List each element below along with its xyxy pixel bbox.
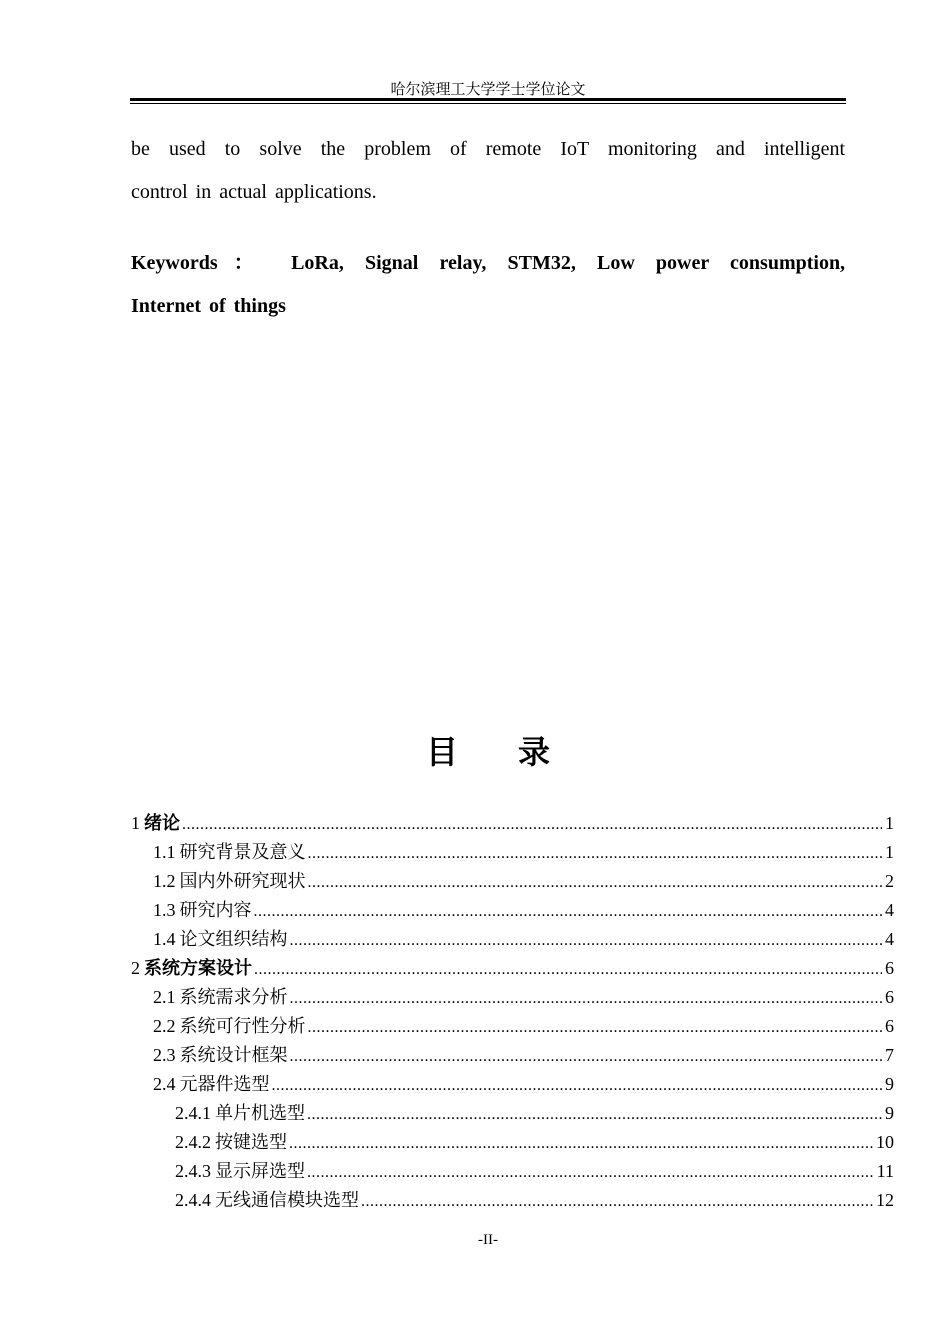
toc-leader-dots — [307, 1100, 882, 1129]
toc-entry[interactable] — [131, 925, 894, 954]
page-number: -II- — [478, 1232, 498, 1248]
word: problem — [364, 138, 431, 160]
toc-leader-dots — [254, 897, 883, 926]
toc-leader-dots — [254, 955, 882, 984]
toc-leader-dots — [307, 1158, 875, 1187]
toc-entry[interactable] — [131, 1186, 894, 1215]
toc-entry[interactable] — [131, 867, 894, 896]
toc-entry[interactable] — [131, 838, 894, 867]
toc-entry-number: 2.4 — [153, 1074, 176, 1094]
table-of-contents — [131, 809, 894, 1215]
toc-entry[interactable] — [131, 1070, 894, 1099]
toc-entry-title: 绪论 — [144, 813, 180, 834]
toc-leader-dots — [361, 1187, 874, 1216]
toc-leader-dots — [308, 868, 883, 897]
toc-entry-number: 2.4.2 — [175, 1132, 211, 1152]
toc-entry-page: 2 — [885, 871, 894, 891]
toc-leader-dots — [308, 1013, 883, 1042]
toc-entry-number: 1.1 — [153, 842, 176, 862]
toc-entry-page: 9 — [885, 1074, 894, 1094]
toc-entry-title: 国内外研究现状 — [179, 871, 306, 892]
word: to — [224, 138, 241, 160]
toc-entry-title: 研究背景及意义 — [179, 842, 306, 863]
keyword: LoRa, — [291, 252, 344, 274]
keyword: relay, — [439, 252, 487, 274]
word: intelligent — [763, 138, 846, 160]
keyword: consumption, — [730, 252, 846, 274]
abstract-text — [131, 128, 845, 214]
toc-entry-number: 1 — [131, 813, 140, 833]
word: of — [450, 138, 467, 160]
toc-entry-page: 1 — [885, 842, 894, 862]
toc-entry-number: 2.4.1 — [175, 1103, 211, 1123]
toc-entry-title: 论文组织结构 — [179, 929, 288, 950]
word: monitoring — [608, 138, 697, 160]
header-title: 哈尔滨理工大学学士学位论文 — [390, 80, 586, 98]
toc-leader-dots — [290, 1042, 883, 1071]
toc-entry-title: 无线通信模块选型 — [215, 1190, 359, 1211]
toc-entry-title: 系统需求分析 — [179, 987, 288, 1008]
keyword: power — [655, 252, 709, 274]
toc-entry-page: 6 — [885, 1016, 894, 1036]
word: and — [715, 138, 745, 160]
word: remote — [485, 138, 542, 160]
toc-entry-page: 12 — [876, 1190, 894, 1210]
toc-entry[interactable] — [131, 1099, 894, 1128]
toc-entry[interactable] — [131, 896, 894, 925]
word: solve — [259, 138, 302, 160]
word: the — [320, 138, 346, 160]
toc-entry-number: 1.2 — [153, 871, 176, 891]
toc-entry-title: 单片机选型 — [215, 1103, 305, 1124]
keyword: Signal — [365, 252, 419, 274]
abstract-line-1 — [131, 128, 845, 171]
toc-entry[interactable] — [131, 1128, 894, 1157]
keyword: STM32, — [507, 252, 576, 274]
keywords-label: Keywords： — [131, 252, 270, 274]
toc-entry-number: 2.4.3 — [175, 1161, 211, 1181]
word: IoT — [560, 138, 589, 160]
toc-entry-title: 系统方案设计 — [144, 958, 252, 979]
toc-entry-page: 4 — [885, 929, 894, 949]
toc-entry-page: 6 — [885, 958, 894, 978]
toc-entry[interactable] — [131, 954, 894, 983]
toc-entry-page: 10 — [876, 1132, 894, 1152]
toc-entry-page: 7 — [885, 1045, 894, 1065]
toc-entry-page: 11 — [876, 1161, 894, 1181]
header-rule-thin — [130, 103, 846, 104]
toc-entry-number: 2.2 — [153, 1016, 176, 1036]
word: used — [168, 138, 206, 160]
abstract-line-2: control in actual applications. — [131, 181, 377, 203]
toc-entry-number: 2.3 — [153, 1045, 176, 1065]
toc-entry-number: 2.1 — [153, 987, 176, 1007]
toc-entry[interactable] — [131, 1157, 894, 1186]
toc-entry[interactable] — [131, 1012, 894, 1041]
toc-entry[interactable] — [131, 1041, 894, 1070]
toc-leader-dots — [308, 839, 883, 868]
toc-leader-dots — [289, 1129, 874, 1158]
toc-entry[interactable] — [131, 983, 894, 1012]
toc-entry-title: 显示屏选型 — [215, 1161, 305, 1182]
toc-entry-title: 研究内容 — [179, 900, 252, 921]
toc-entry-title: 元器件选型 — [179, 1074, 270, 1095]
toc-entry-page: 4 — [885, 900, 894, 920]
toc-title-right: 录 — [518, 733, 551, 771]
toc-entry[interactable] — [131, 809, 894, 838]
toc-entry-page: 6 — [885, 987, 894, 1007]
toc-leader-dots — [290, 984, 883, 1013]
toc-entry-number: 2 — [131, 958, 140, 978]
word: be — [131, 138, 150, 160]
toc-entry-number: 1.4 — [153, 929, 176, 949]
toc-title-left: 目 — [425, 733, 458, 771]
toc-entry-title: 系统设计框架 — [179, 1045, 288, 1066]
toc-leader-dots — [182, 810, 882, 839]
toc-entry-number: 1.3 — [153, 900, 176, 920]
keyword: Low — [596, 252, 635, 274]
toc-entry-number: 2.4.4 — [175, 1190, 211, 1210]
keywords — [131, 242, 845, 328]
toc-entry-page: 1 — [885, 813, 894, 833]
toc-title — [0, 728, 950, 776]
toc-leader-dots — [272, 1071, 883, 1100]
toc-entry-title: 按键选型 — [215, 1132, 287, 1153]
toc-leader-dots — [290, 926, 883, 955]
keywords-line-1 — [131, 242, 845, 285]
toc-entry-page: 9 — [885, 1103, 894, 1123]
toc-entry-title: 系统可行性分析 — [179, 1016, 306, 1037]
header-rule-thick — [130, 98, 846, 101]
keywords-line-2: Internet of things — [131, 295, 286, 317]
